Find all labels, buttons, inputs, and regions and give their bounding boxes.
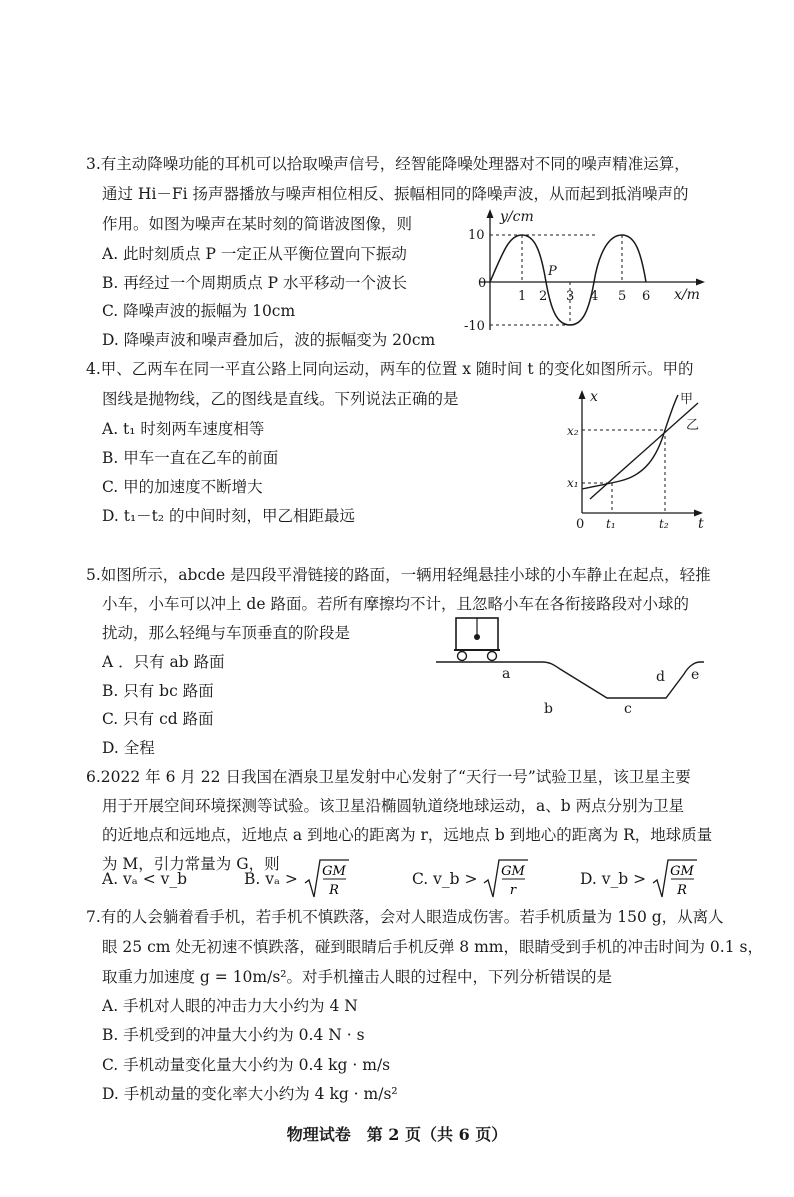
q3-option-b: B. 再经过一个周期质点 P 水平移动一个波长: [102, 274, 408, 292]
q3-tick-x2: 2: [539, 289, 548, 304]
q4-line-2: 图线是抛物线，乙的图线是直线。下列说法正确的是: [102, 390, 459, 408]
q3-point-p: P: [548, 264, 557, 279]
q5-option-c: C. 只有 cd 路面: [102, 710, 214, 728]
q6-b-num: GM: [321, 864, 346, 879]
q7-line-2: 眼 25 cm 处无初速不慎跌落，碰到眼睛后手机反弹 8 mm，眼睛受到手机的冲击时间为 0.1 s，: [102, 938, 763, 956]
q4-line-1: 4.甲、乙两车在同一平直公路上同向运动，两车的位置 x 随时间 t 的变化如图所示。甲的: [86, 360, 694, 378]
q3-tick-x4: 4: [590, 289, 599, 304]
q6-b-den: R: [328, 883, 339, 898]
q7-line-1: 7.有的人会躺着看手机，若手机不慎跌落，会对人眼造成伤害。若手机质量为 150 g，从离人: [86, 908, 724, 926]
q7-option-c: C. 手机动量变化量大小约为 0.4 kg · m/s: [102, 1056, 391, 1074]
q5-line-1: 5.如图所示，abcde 是四段平滑链接的路面，一辆用轻绳悬挂小球的小车静止在起点，轻推: [86, 566, 711, 584]
q6-line-2: 用于开展空间环境探测等试验。该卫星沿椭圆轨道绕地球运动，a、b 两点分别为卫星: [102, 797, 685, 815]
q3-option-c: C. 降噪声波的振幅为 10cm: [102, 302, 296, 320]
q3-tick-neg10: -10: [464, 319, 485, 334]
q5-cart-wheel-left: [458, 652, 467, 661]
q6-option-a: [102, 868, 187, 890]
q4-origin: 0: [576, 517, 585, 530]
q4-tick-t1: t₁: [606, 517, 616, 530]
q3-wave-curve: [490, 235, 646, 325]
q6-line-4: 为 M，引力常量为 G，则: [102, 855, 280, 873]
q4-label-jia: 甲: [680, 392, 694, 407]
q3-line-2: 通过 Hi－Fi 扬声器播放与噪声相位相反、振幅相同的降噪声波，从而起到抵消噪声的: [102, 185, 689, 203]
q6-option-b: [244, 857, 351, 901]
q4-y-arrow: [579, 390, 586, 399]
q4-option-b: B. 甲车一直在乙车的前面: [102, 449, 279, 467]
q4-option-d: D. t₁－t₂ 的中间时刻，甲乙相距最远: [102, 507, 356, 525]
q3-option-d: D. 降噪声波和噪声叠加后，波的振幅变为 20cm: [102, 331, 436, 349]
q7-option-d: D. 手机动量的变化率大小约为 4 kg · m/s²: [102, 1085, 398, 1103]
q4-x-label: t: [698, 516, 704, 530]
q5-label-c: c: [624, 701, 632, 717]
q7-option-a: A. 手机对人眼的冲击力大小约为 4 N: [102, 997, 358, 1015]
q6-option-d: [580, 857, 699, 901]
q5-cart-ball: [474, 634, 480, 640]
q3-x-arrow: [696, 279, 705, 286]
q3-tick-x3: 3: [566, 289, 575, 304]
q5-option-d: D. 全程: [102, 739, 155, 757]
q5-option-b: B. 只有 bc 路面: [102, 682, 214, 700]
q4-tick-x2: x₂: [567, 424, 579, 438]
q3-x-label: x/m: [674, 287, 700, 303]
q3-y-label: y/cm: [500, 209, 534, 225]
q5-line-2: 小车，小车可以冲上 de 路面。若所有摩擦均不计，且忽略小车在各衔接路段对小球的: [102, 595, 689, 613]
q6-d-num: GM: [670, 864, 694, 879]
q4-curve-jia: [582, 395, 678, 489]
q5-road-figure: [432, 612, 707, 722]
q6-option-d-sqrt: [651, 857, 699, 901]
q3-tick-0: 0: [478, 276, 487, 291]
q3-tick-x5: 5: [618, 289, 627, 304]
q5-label-e: e: [691, 667, 700, 683]
q6-c-num: GM: [501, 864, 526, 879]
q6-option-c: [412, 857, 530, 901]
q6-option-c-prefix: C. v_b >: [412, 870, 478, 888]
q6-option-a-text: A. vₐ < v_b: [102, 870, 188, 888]
q4-tick-t2: t₂: [659, 517, 669, 530]
q3-line-3: 作用。如图为噪声在某时刻的简谐波图像，则: [102, 215, 413, 233]
q5-label-b: b: [544, 701, 553, 717]
page-footer: 物理试卷 第 2 页（共 6 页）: [286, 1125, 508, 1144]
q4-option-a: A. t₁ 时刻两车速度相等: [102, 420, 265, 438]
q5-line-3: 扰动，那么轻绳与车顶垂直的阶段是: [102, 624, 351, 642]
q3-option-a: A. 此时刻质点 P 一定正从平衡位置向下振动: [102, 245, 407, 263]
q6-option-c-sqrt: [482, 857, 530, 901]
q3-y-arrow: [487, 209, 494, 218]
q3-tick-x6: 6: [642, 289, 651, 304]
q6-line-3: 的近地点和远地点，近地点 a 到地心的距离为 r，远地点 b 到地心的距离为 R，地球质量: [102, 826, 713, 844]
q6-c-den: r: [510, 883, 517, 898]
q5-label-a: a: [502, 666, 511, 682]
q6-option-d-prefix: D. v_b >: [580, 870, 647, 888]
q7-line-3: 取重力加速度 g = 10m/s²。对手机撞击人眼的过程中，下列分析错误的是: [102, 968, 613, 986]
q6-d-den: R: [677, 883, 687, 898]
q4-tick-x1: x₁: [567, 476, 579, 490]
q3-wave-figure: [460, 205, 710, 340]
q6-line-1: 6.2022 年 6 月 22 日我国在酒泉卫星发射中心发射了“天行一号”试验卫星，该卫星主要: [86, 768, 691, 786]
q4-y-label: x: [590, 389, 598, 405]
q3-tick-10: 10: [468, 228, 485, 243]
q4-option-c: C. 甲的加速度不断增大: [102, 478, 263, 496]
q5-cart-wheel-right: [488, 652, 497, 661]
q6-option-b-prefix: B. vₐ >: [244, 870, 298, 888]
q5-option-a: A ．只有 ab 路面: [102, 653, 225, 671]
q3-line-1: 3.有主动降噪功能的耳机可以拾取噪声信号，经智能降噪处理器对不同的噪声精准运算，: [86, 155, 690, 173]
q4-label-yi: 乙: [686, 418, 700, 433]
q5-label-d: d: [656, 669, 665, 685]
q6-option-b-sqrt: [303, 857, 351, 901]
q7-option-b: B. 手机受到的冲量大小约为 0.4 N · s: [102, 1026, 365, 1044]
q4-xt-figure: [560, 385, 710, 530]
q3-tick-x1: 1: [518, 289, 527, 304]
